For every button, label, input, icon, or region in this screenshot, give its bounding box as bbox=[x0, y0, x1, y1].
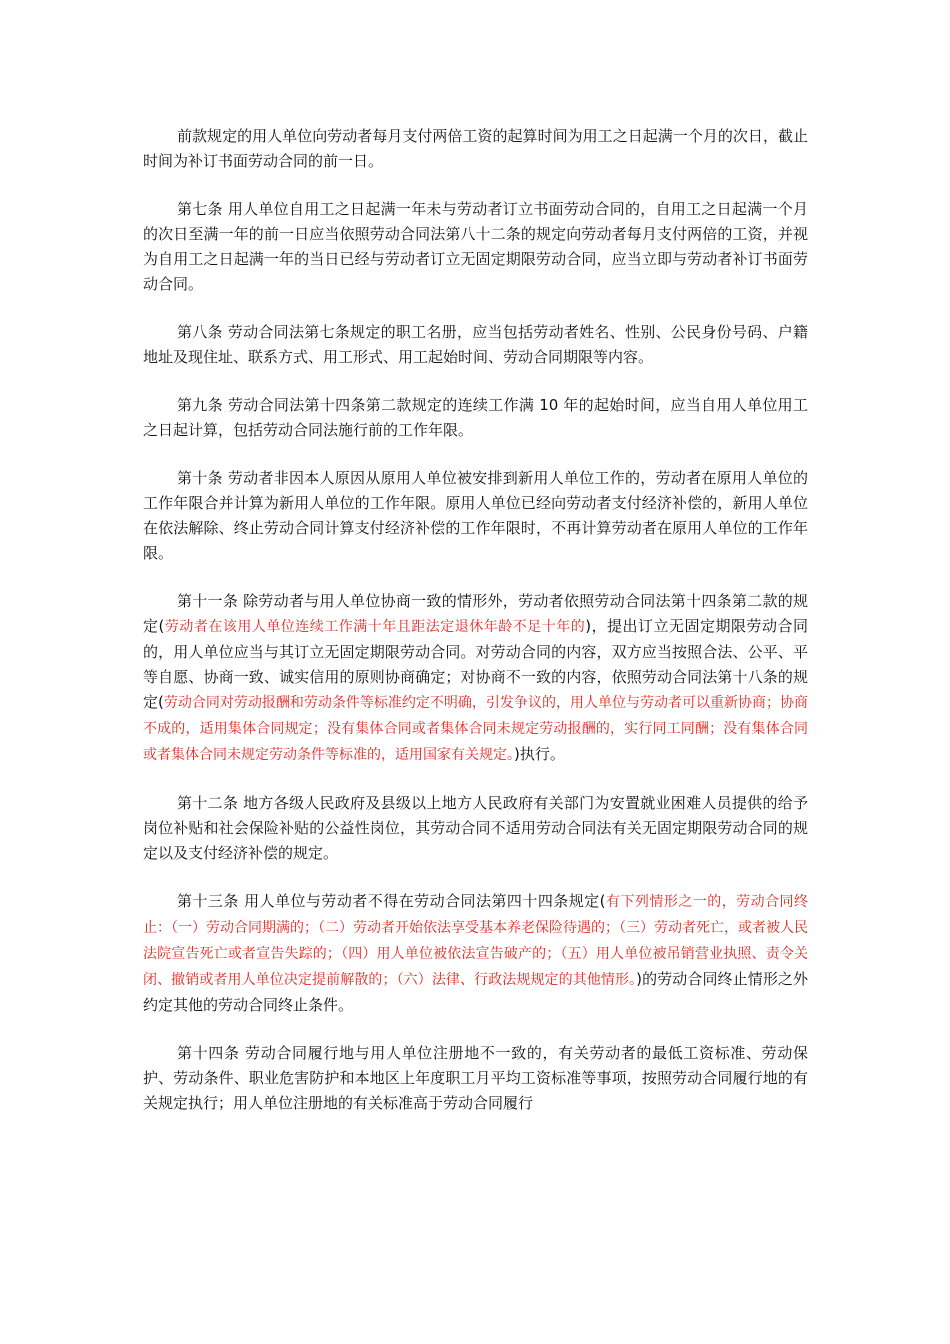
document-body bbox=[143, 124, 808, 1116]
paragraph-article-10 bbox=[143, 466, 808, 566]
paragraph-article-12 bbox=[143, 791, 808, 866]
paragraph-article-9 bbox=[143, 393, 808, 443]
annotation-text: 有下列情形之一的，劳动合同终止：（一）劳动合同期满的；（二）劳动者开始依法享受基本养老保险待遇的；（三）劳动者死亡，或者被人民法院宣告死亡或者宣告失踪的；（四）用人单位被依法宣告破产的；（五）用人单位被吊销营业执照、责令关闭、撤销或者用人单位决定提前解散的；（六）法律、行政法规规定的其他情形。 bbox=[143, 894, 809, 988]
body-text: 第十三条 用人单位与劳动者不得在劳动合同法第四十四条规定( bbox=[177, 892, 606, 910]
paragraph-article-7 bbox=[143, 197, 808, 297]
paragraph-article-8 bbox=[143, 320, 808, 370]
body-text: )执行。 bbox=[514, 745, 565, 763]
document-page bbox=[143, 124, 808, 1139]
annotation-text: 劳动者在该用人单位连续工作满十年且距法定退休年龄不足十年的 bbox=[164, 619, 586, 635]
paragraph-article-13 bbox=[143, 889, 808, 1018]
body-text: 前款规定的用人单位向劳动者每月支付两倍工资的起算时间为用工之日起满一个月的次日，截止时间为补订书面劳动合同的前一日。 bbox=[143, 127, 808, 170]
paragraph-article-11 bbox=[143, 589, 808, 768]
body-text: )的劳动合同终止情形之外约定其他的劳动合同终止条件。 bbox=[143, 970, 808, 1014]
annotation-text: 劳动合同对劳动报酬和劳动条件等标准约定不明确，引发争议的，用人单位与劳动者可以重新协商；协商不成的，适用集体合同规定；没有集体合同或者集体合同未规定劳动报酬的，实行同工同酬；没有集体合同或者集体合同未规定劳动条件等标准的，适用国家有关规定。 bbox=[143, 695, 808, 763]
paragraph-p-continuation bbox=[143, 124, 808, 174]
body-text: 第十四条 劳动合同履行地与用人单位注册地不一致的，有关劳动者的最低工资标准、劳动保护、劳动条件、职业危害防护和本地区上年度职工月平均工资标准等事项，按照劳动合同履行地的有关规定执行；用人单位注册地的有关标准高于劳动合同履行 bbox=[143, 1044, 808, 1112]
body-text: )，提出订立无固定期限劳动合同的，用人单位应当与其订立无固定期限劳动合同。对劳动合同的内容，双方应当按照合法、公平、平等自愿、协商一致、诚实信用的原则协商确定；对协商不一致的内容，依照劳动合同法第十八条的规定( bbox=[143, 617, 809, 711]
body-text: 第八条 劳动合同法第七条规定的职工名册，应当包括劳动者姓名、性别、公民身份号码、户籍地址及现住址、联系方式、用工形式、用工起始时间、劳动合同期限等内容。 bbox=[143, 323, 808, 366]
body-text: 第七条 用人单位自用工之日起满一年未与劳动者订立书面劳动合同的，自用工之日起满一个月的次日至满一年的前一日应当依照劳动合同法第八十二条的规定向劳动者每月支付两倍的工资，并视为自用工之日起满一年的当日已经与劳动者订立无固定期限劳动合同，应当立即与劳动者补订书面劳动合同。 bbox=[143, 200, 808, 293]
body-text: 第十二条 地方各级人民政府及县级以上地方人民政府有关部门为安置就业困难人员提供的给予岗位补贴和社会保险补贴的公益性岗位，其劳动合同不适用劳动合同法有关无固定期限劳动合同的规定以及支付经济补偿的规定。 bbox=[143, 794, 808, 862]
body-text: 第十条 劳动者非因本人原因从原用人单位被安排到新用人单位工作的，劳动者在原用人单位的工作年限合并计算为新用人单位的工作年限。原用人单位已经向劳动者支付经济补偿的，新用人单位在依法解除、终止劳动合同计算支付经济补偿的工作年限时，不再计算劳动者在原用人单位的工作年限。 bbox=[143, 469, 808, 562]
body-text: 第九条 劳动合同法第十四条第二款规定的连续工作满 10 年的起始时间，应当自用人单位用工之日起计算，包括劳动合同法施行前的工作年限。 bbox=[143, 396, 808, 439]
paragraph-article-14 bbox=[143, 1041, 808, 1116]
body-text: 第十一条 除劳动者与用人单位协商一致的情形外，劳动者依照劳动合同法第十四条第二款的规定( bbox=[143, 592, 808, 635]
